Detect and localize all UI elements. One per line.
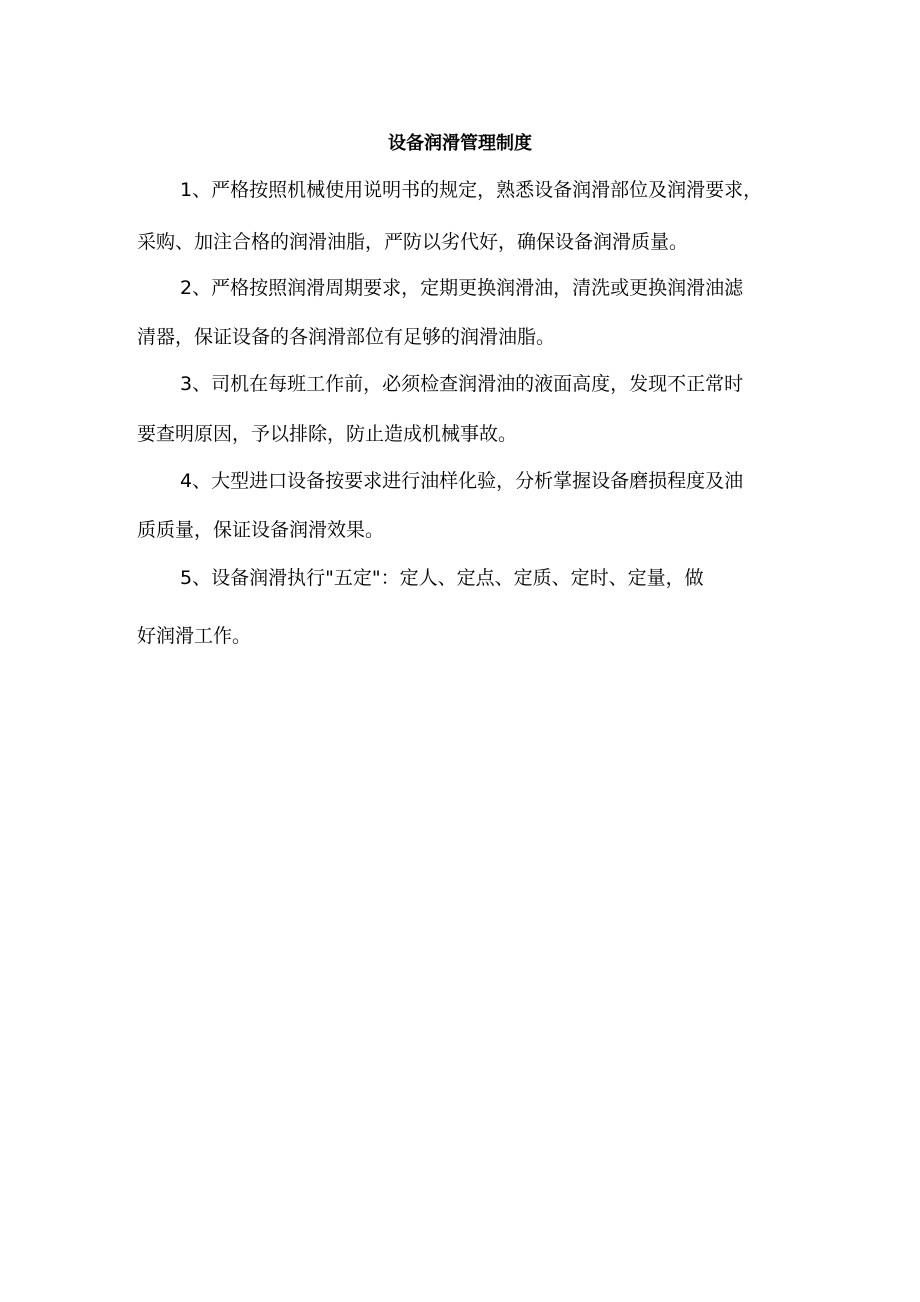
item-2-line-2: 清器，保证设备的各润滑部位有足够的润滑油脂。 [137, 326, 556, 348]
item-4-line-1: 4、大型进口设备按要求进行油样化验，分析掌握设备磨损程度及油 [180, 470, 744, 492]
item-1-line-1: 1、严格按照机械使用说明书的规定，熟悉设备润滑部位及润滑要求， [180, 179, 763, 201]
item-5-line-1: 5、设备润滑执行"五定"：定人、定点、定质、定时、定量，做 [180, 567, 704, 589]
document-title: 设备润滑管理制度 [388, 133, 532, 154]
item-1-line-2: 采购、加注合格的润滑油脂，严防以劣代好，确保设备润滑质量。 [137, 231, 689, 253]
item-2-line-1: 2、严格按照润滑周期要求，定期更换润滑油，清洗或更换润滑油滤 [180, 277, 744, 299]
item-5-line-2: 好润滑工作。 [137, 625, 252, 647]
item-4-line-2: 质质量，保证设备润滑效果。 [137, 519, 385, 541]
item-3-line-2: 要查明原因，予以排除，防止造成机械事故。 [137, 423, 518, 445]
item-3-line-1: 3、司机在每班工作前，必须检查润滑油的液面高度，发现不正常时 [180, 373, 744, 395]
